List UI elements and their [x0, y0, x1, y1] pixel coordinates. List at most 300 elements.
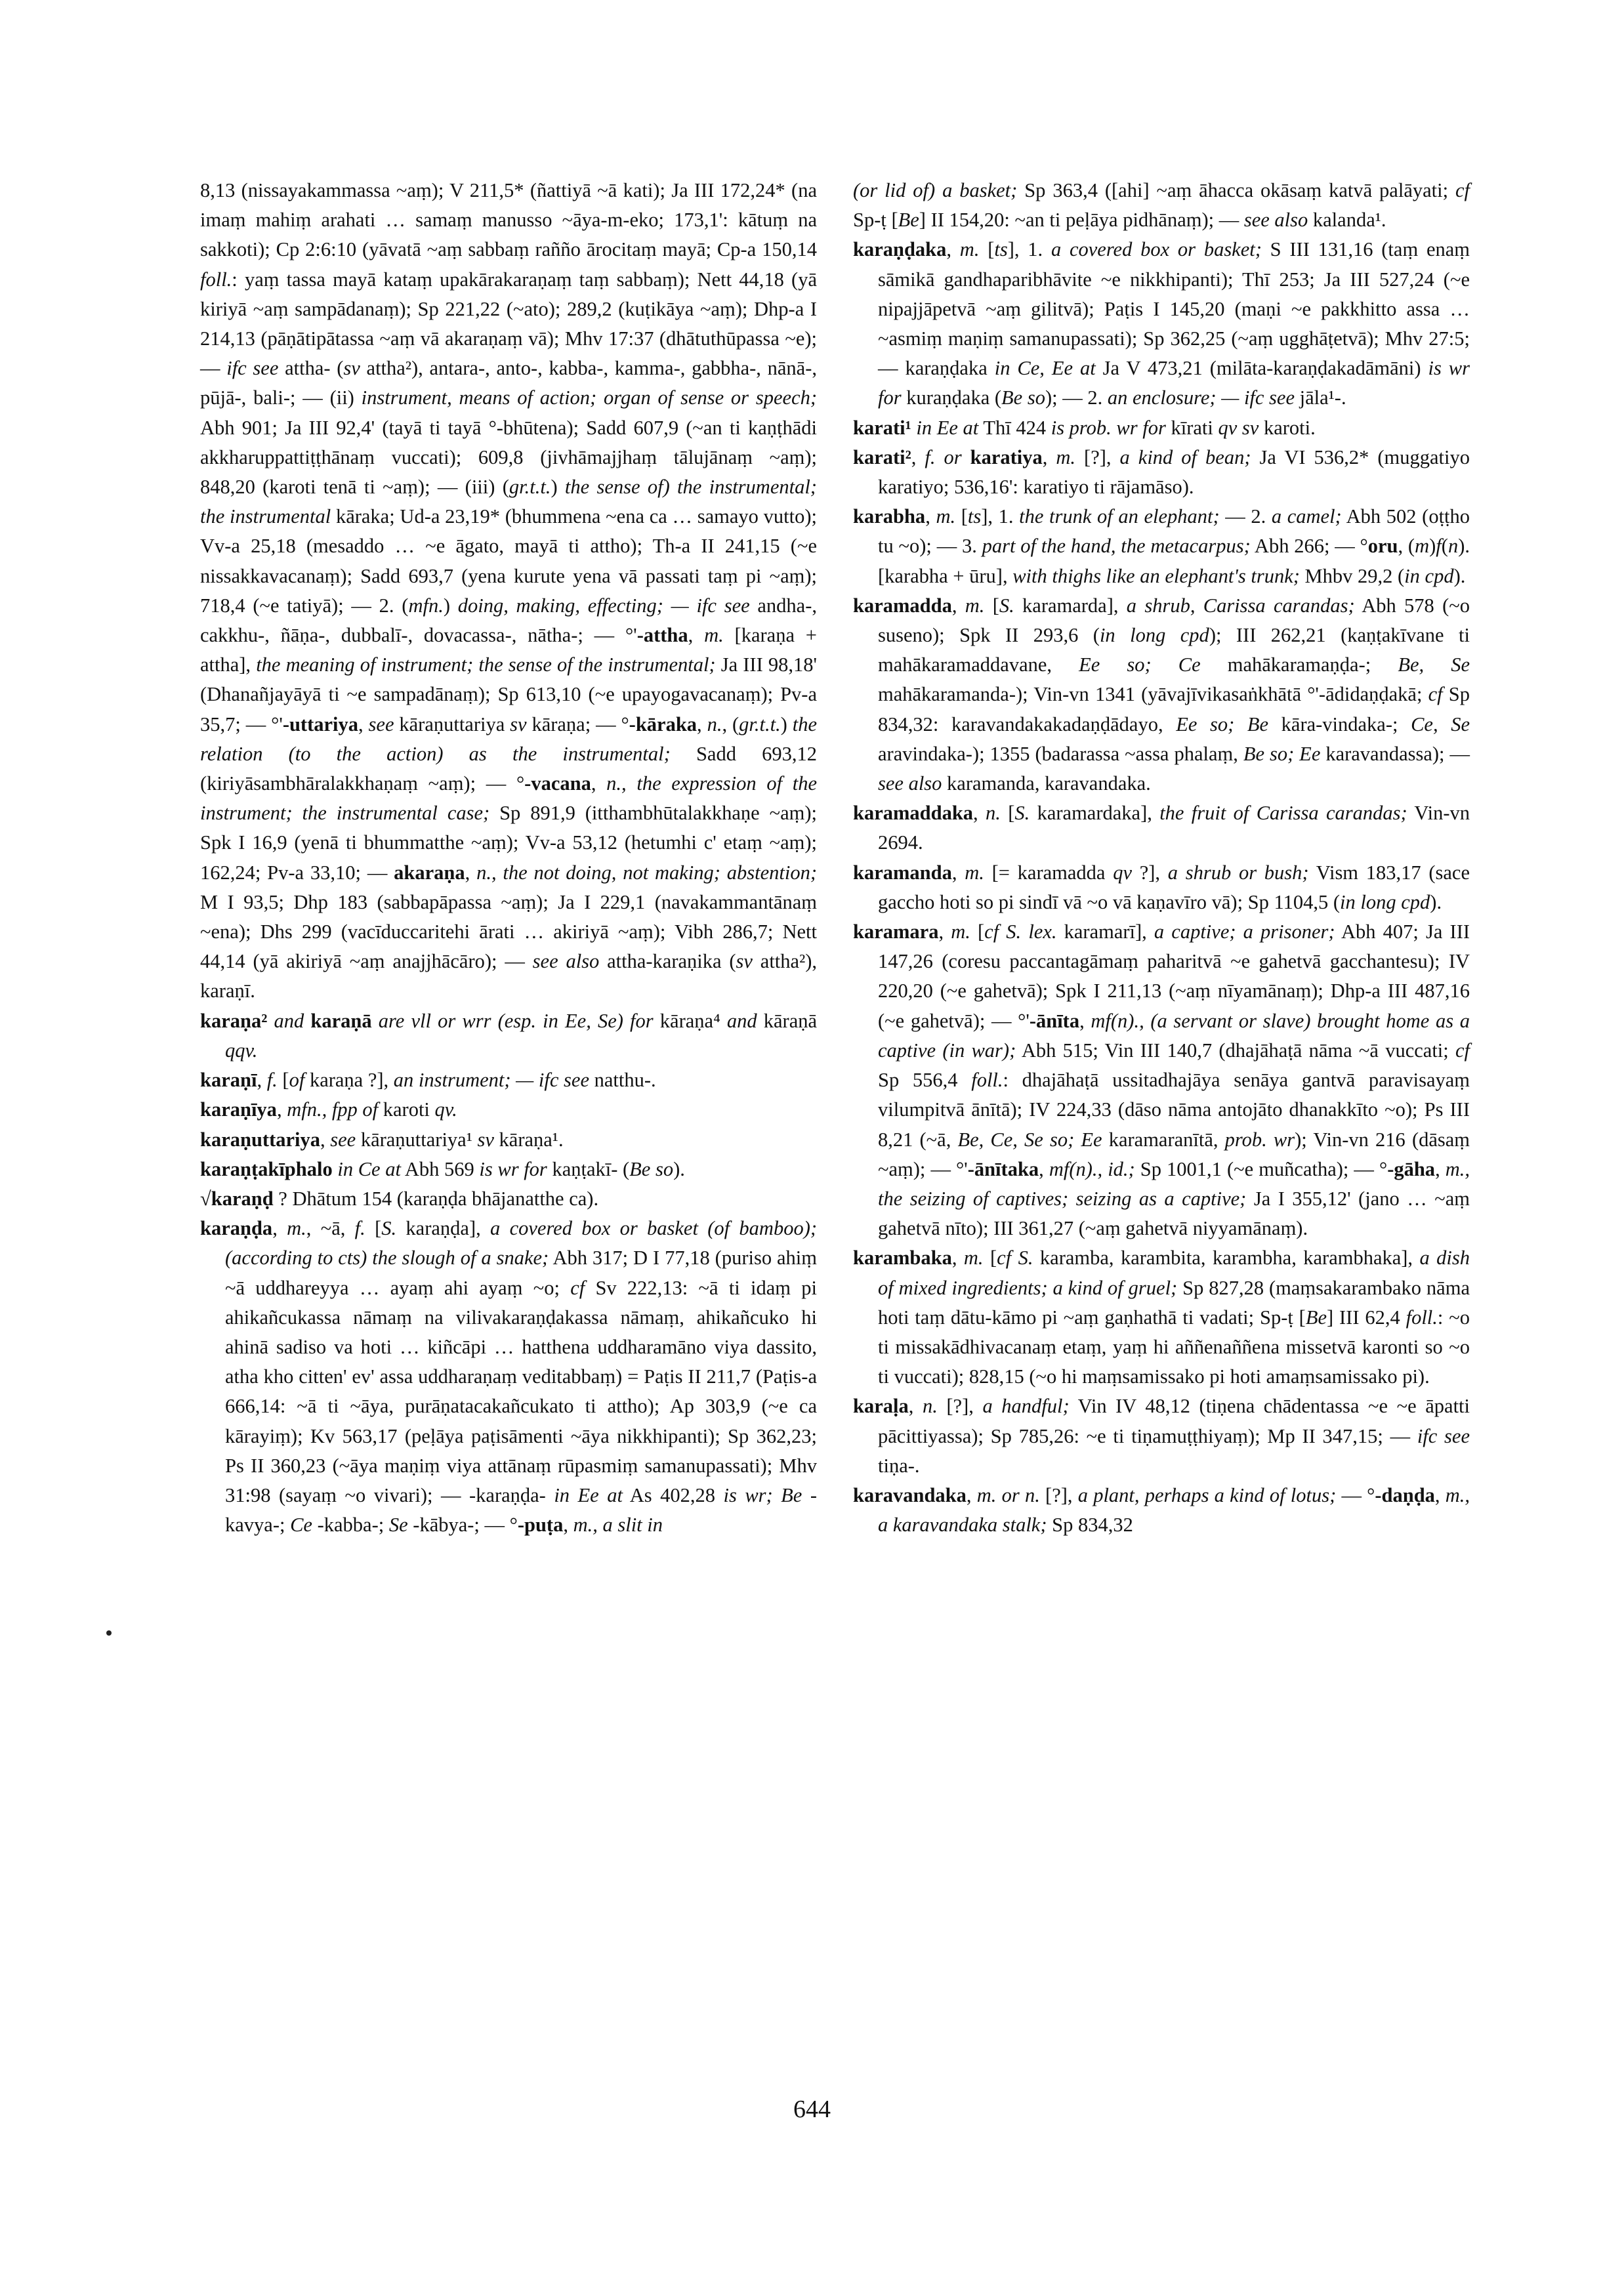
headword: karamara [853, 920, 939, 943]
italic-text: sv [736, 950, 753, 973]
text-run: , [465, 861, 477, 884]
text-run: Ja III 98,18' (Dhanañjayāyā ti ~e sampadānaṃ); Sp 613,10 (~e upayogavacanaṃ); Pv-a 35,7; — °' [200, 653, 817, 735]
text-run: ) [1429, 535, 1436, 558]
italic-text: a handful; [982, 1395, 1070, 1418]
italic-text: the relation (to the action) as the instrumental; [200, 713, 817, 765]
text-run: , [973, 802, 986, 825]
headword: -vacana [524, 772, 591, 795]
text-run: , [1079, 1009, 1091, 1032]
text-run: [ [277, 1069, 289, 1092]
italic-text: a shrub, Carissa carandas; [1126, 594, 1355, 617]
text-run: [ [365, 1217, 382, 1240]
text-run: karaṇa ?], [304, 1069, 394, 1092]
text-run: attha- ( [278, 357, 344, 380]
text-run: kīrati [1165, 416, 1218, 439]
text-run [996, 1484, 1001, 1506]
text-run: ], 1. [1007, 238, 1051, 261]
text-run: kāraka; Ud-a 23,19* (bhummena ~ena ca … samayo vutto); Vv-a 25,18 (mesaddo … ~e āgato, mayā ti attho); Th-a II 241,15 (~e nissakkavacanaṃ); Sadd 693,7 (yena kurute yena vā passati taṃ pi ~aṃ); 718,4 (~e tatiyā); — 2. ( [200, 505, 817, 617]
text-run: mahākaramaṇḍa-; [1200, 653, 1398, 676]
text-run [962, 446, 970, 468]
italic-text: Be [898, 209, 919, 232]
italic-text: m. [963, 1247, 984, 1270]
italic-text: see also [1243, 209, 1308, 232]
text-run: — 2. [1219, 505, 1272, 528]
text-run: : ~o ti missakādhivacanaṃ etaṃ, yaṃ hi aññenaññena missetvā karonti so ~o ti vuccati); 828,15 (~o hi maṃsamissako pi hoti amaṃsamissako pi). [878, 1306, 1470, 1388]
italic-text: in Ee at [916, 416, 979, 439]
headword: karaṇḍa [200, 1217, 273, 1240]
text-run: Vin IV 48,12 (tiṇena chādentassa ~e ~e āpatti pācittiyassa); Sp 785,26: ~e ti tiṇamuṭṭhiyaṃ); Mp II 347,15; — [878, 1395, 1470, 1447]
dictionary-entry [853, 413, 1470, 443]
text-run: Abh 578 (~o suseno); Spk II 293,6 ( [878, 594, 1470, 647]
text-run: [ [970, 920, 985, 943]
headword: -puṭa [517, 1514, 564, 1537]
italic-text: qqv. [225, 1039, 258, 1062]
text-run: ) [780, 713, 793, 735]
italic-text: in Ce, Ee at [994, 357, 1096, 380]
text-run: -kabba-; [312, 1514, 389, 1537]
italic-text: foll. [1405, 1306, 1438, 1329]
text-run: As 402,28 [622, 1483, 724, 1506]
text-run: Sp 1001,1 (~e muñcatha); — ° [1135, 1157, 1388, 1180]
italic-text: n. [986, 802, 1001, 825]
italic-text: mf(n)., (a servant or slave) brought home as a captive (in war); [878, 1009, 1470, 1062]
dictionary-entry [200, 1125, 817, 1155]
headword: karati² [853, 445, 911, 468]
italic-text: cf [1428, 683, 1443, 706]
text-run: ?], [1131, 861, 1168, 884]
headword: karatiya [970, 445, 1043, 468]
italic-text: see also [878, 772, 942, 795]
italic-text: see [330, 1128, 356, 1151]
right-column [853, 176, 1470, 1540]
italic-text: f [1436, 535, 1442, 558]
text-run: aravindaka-); 1355 (badarassa ~assa phalaṃ, [878, 742, 1243, 765]
italic-text: S. [999, 594, 1014, 617]
italic-text: the fruit of Carissa carandas; [1159, 802, 1407, 825]
text-run: ). [1453, 564, 1466, 587]
text-run: , [1042, 445, 1056, 468]
text-run: Sp 891,9 (itthambhūtalakkhaṇe ~aṃ); Spk I 16,9 (yenā ti bhummatthe ~aṃ); Vv-a 53,12 (hetumhi c' etaṃ ~aṃ); 162,24; Pv-a 33,10; — [200, 802, 817, 884]
italic-text: Be so; Ee [1243, 742, 1321, 765]
headword: -gāha [1387, 1157, 1436, 1180]
entry-continuation [853, 176, 1470, 235]
text-run: , [257, 1069, 267, 1092]
text-run: , [1434, 1483, 1446, 1506]
italic-text: ts [967, 505, 982, 528]
text-run: , [272, 1217, 287, 1240]
text-run: ); — 2. [1045, 386, 1108, 409]
italic-text: a camel; [1271, 505, 1342, 528]
italic-text: a captive; a prisoner; [1154, 920, 1335, 943]
text-run: Abh 901; Ja III 92,4' (tayā ti tayā °-bhūtena); Sadd 607,9 (~an ti kaṇṭhādi akkharuppattiṭṭhānaṃ vuccati); 609,8 (jivhāmajjhaṃ tālujānaṃ ~aṃ); 848,20 (karoti tenā ti ~aṃ); — (iii) ( [200, 416, 817, 499]
italic-text: foll. [971, 1069, 1003, 1092]
italic-text: m., a slit in [573, 1514, 663, 1537]
text-run: , [951, 594, 965, 617]
text-run: ); III 262,21 (kaṇṭakīvane ti mahākaramaddavane, [878, 624, 1470, 676]
italic-text: m., a karavandaka stalk; [878, 1483, 1470, 1537]
text-run: jāla¹-. [1295, 386, 1346, 409]
headword: karati¹ [853, 416, 911, 439]
text-run: attha-karaṇika ( [599, 950, 736, 973]
italic-text: m. [936, 505, 956, 528]
italic-text: in long cpd [1099, 624, 1209, 647]
italic-text: is wr for [878, 357, 1470, 409]
headword: -ānīta [1029, 1009, 1080, 1032]
italic-text: is prob. wr for [1051, 416, 1166, 439]
italic-text: in Ee at [554, 1483, 623, 1506]
italic-text: see also [532, 950, 600, 973]
text-run: Sp 834,32: karavandakakadaṇḍādayo, [878, 683, 1470, 735]
italic-text: or [1001, 1483, 1020, 1506]
headword: karambaka [853, 1247, 952, 1270]
italic-text: cf S. lex. [984, 920, 1057, 943]
dictionary-entry [853, 443, 1470, 502]
italic-text: and [274, 1009, 304, 1032]
text-run: kāraṇa¹. [493, 1128, 564, 1151]
italic-text: the meaning of instrument; the sense of the instrumental; [256, 653, 716, 676]
text-run [372, 1010, 379, 1032]
text-run: ). [673, 1157, 685, 1180]
italic-text: instrument, means of action; organ of sense or speech; [361, 386, 817, 409]
text-run [1020, 1484, 1025, 1506]
text-run: Sv 222,13: ~ā ti idaṃ pi ahikañcukassa nāmaṃ na vilivakaraṇḍakassa nāmaṃ, ahikañcuko hi ahinā sadiso va hoti … kiñcāpi … hatthena uddharamāno viya dassito, atha kho citten' ev' assa uddharaṇaṃ veditabbaṃ) = Paṭis II 211,7 (Paṭis-a 666,14: ~ā ti ~āya, purāṇatacakañcukato ti attho); Ap 303,9 (~e ca kārayiṃ); Kv 563,17 (peḷāya paṭisāmenti ~āya nikkhipanti); Sp 362,23; Ps II 360,23 (~āya maṇiṃ viya attānaṃ rūpasmiṃ samanupassati); Mhv 31:98 (sayaṃ ~o vivari); — -karaṇḍa- [225, 1276, 817, 1506]
text-run: Ja V 473,21 (milāta-karaṇḍakadāmāni) [1095, 357, 1428, 380]
text-run: Abh 502 (oṭṭho tu ~o); — 3. [878, 505, 1470, 558]
text-run: , [276, 1098, 287, 1121]
italic-text: n [1447, 535, 1459, 558]
italic-text: see [368, 713, 394, 735]
headword: karabha [853, 505, 926, 528]
text-run: [= karamadda [984, 861, 1114, 884]
italic-text: n. [707, 713, 722, 735]
italic-text: n. [1024, 1483, 1040, 1506]
italic-text: the sense of) the instrumental; the instrumental [200, 476, 817, 528]
italic-text: m., the seizing of captives; seizing as a captive; [878, 1157, 1470, 1210]
text-run: karamardaka], [1030, 802, 1160, 825]
headword: karaṇḍaka [853, 238, 947, 261]
italic-text: m. [1056, 445, 1076, 468]
text-run: , ( [1398, 535, 1415, 558]
italic-text: an instrument; — ifc see [393, 1069, 589, 1092]
text-run: , [320, 1128, 331, 1151]
headword: √karaṇḍ [200, 1187, 274, 1210]
text-run: Abh 266; — ° [1250, 535, 1368, 558]
text-run: andha-, cakkhu-, ñāṇa-, dubbalī-, dovacassa-, nātha-; — °' [200, 594, 818, 647]
italic-text: ifc see [1417, 1424, 1470, 1447]
dictionary-entry [200, 1214, 817, 1540]
text-run: karamarī], [1056, 920, 1154, 943]
dictionary-entry [853, 1481, 1470, 1540]
text-run: [ [955, 505, 968, 528]
dictionary-entry [200, 1095, 817, 1125]
text-run: karaṇḍa], [396, 1217, 491, 1240]
italic-text: sv [510, 713, 527, 735]
text-run: tiṇa-. [878, 1454, 920, 1477]
italic-text: or [944, 445, 962, 468]
headword: -uttariya [282, 713, 359, 735]
text-run: kāraṇa⁴ [653, 1009, 727, 1032]
text-run: [ [983, 1247, 997, 1270]
text-run: , [1039, 1157, 1049, 1180]
text-run: Vin-vn 2694. [878, 802, 1470, 854]
text-run: [ [979, 238, 995, 261]
text-run: ] II 154,20: ~an ti peḷāya pidhānaṃ); — [919, 209, 1244, 232]
italic-text: mf(n)., id.; [1049, 1157, 1135, 1180]
italic-text: foll. [200, 268, 232, 291]
headword: karaṇṭakīphalo [200, 1157, 333, 1180]
headword: karamanda [853, 861, 952, 884]
text-run [304, 1010, 310, 1032]
text-run: : yaṃ tassa mayā kataṃ upakārakaraṇaṃ taṃ sabbaṃ); Nett 44,18 (yā kiriyā ~aṃ sampādanaṃ); Sp 221,22 (~ato); 289,2 (kuṭikāya ~aṃ); Dhp-a I 214,13 (pāṇātipātassa ~aṃ vā akaraṇaṃ vā); Mhv 17:37 (dhātuthūpassa ~e); — [200, 268, 817, 380]
text-run: , [563, 1514, 573, 1537]
text-run: Ja VI 536,2* (muggatiyo karatiyo; 536,16': karatiyo ti rājamāso). [878, 445, 1470, 499]
text-run: kāra-vindaka-; [1268, 713, 1411, 735]
dictionary-entry [853, 502, 1470, 591]
text-run: kāraṇuttariya¹ [356, 1128, 478, 1151]
text-run: — ° [1336, 1483, 1375, 1506]
headword: karaṇīya [200, 1098, 277, 1121]
text-run: ). [1430, 890, 1442, 913]
italic-text: Be [1305, 1306, 1327, 1329]
italic-text: with thighs like an elephant's trunk; [1012, 564, 1300, 587]
entry-continuation [200, 176, 817, 1006]
text-run: , [908, 1395, 923, 1418]
italic-text: Be so [629, 1157, 674, 1180]
italic-text: m [1415, 535, 1430, 558]
headword: -attha [636, 624, 688, 647]
italic-text: Ee so; Ce [1079, 653, 1201, 676]
text-run: , [688, 624, 705, 647]
italic-text: (or lid of) a basket; [853, 179, 1018, 201]
italic-text: is wr for [479, 1157, 547, 1180]
dictionary-entry [200, 1184, 817, 1214]
italic-text: are vll or wrr (esp. in Ee, Se) for [378, 1009, 654, 1032]
text-run: karoti. [1259, 416, 1316, 439]
italic-text: a dish of mixed ingredients; a kind of gruel; [878, 1247, 1470, 1299]
text-run: Sp 834,32 [1047, 1514, 1133, 1537]
text-run: karavandassa); — [1320, 742, 1470, 765]
text-run: karoti [378, 1098, 435, 1121]
dictionary-entry [853, 798, 1470, 858]
text-run: karamarda], [1014, 594, 1127, 617]
text-run: ( [1441, 535, 1448, 558]
dictionary-entry [853, 591, 1470, 798]
dictionary-entry [853, 1243, 1470, 1392]
text-run: [ [1000, 802, 1015, 825]
headword: akaraṇa [394, 861, 465, 884]
text-run: Sp 827,28 (maṃsakarambako nāma hoti taṃ dātu-kāmo pi ~aṃ gaṇhathā ti vadati; Sp-ṭ [ [878, 1276, 1470, 1329]
italic-text: m. [704, 624, 724, 647]
text-run: [?], [937, 1395, 983, 1418]
text-run: kāraṇā [757, 1009, 818, 1032]
text-run: , [938, 920, 951, 943]
italic-text: cf [1455, 1039, 1470, 1062]
italic-text: n., the not doing, not making; abstention; [476, 861, 817, 884]
headword: karaṇā [310, 1009, 372, 1032]
text-run: attha²), antara-, anto-, kabba-, kamma-, gabbha-, nānā-, pūjā-, bali-; — (ii) [200, 357, 817, 409]
dictionary-entry [853, 235, 1470, 413]
text-run: Sp-ṭ [ [853, 209, 898, 232]
italic-text: m. [965, 861, 984, 884]
headword: karamadda [853, 594, 952, 617]
text-run: , [966, 1483, 977, 1506]
text-run: attha²), karaṇī. [200, 950, 817, 1003]
text-run: Abh 569 [400, 1157, 480, 1180]
italic-text: n., the expression of the instrument; the instrumental case; [200, 772, 818, 825]
text-run: [?], [1039, 1483, 1078, 1506]
italic-text: of [289, 1069, 305, 1092]
dictionary-entry [853, 917, 1470, 1243]
text-run: , [1435, 1157, 1446, 1180]
italic-text: m. [965, 594, 985, 617]
italic-text: cf [1455, 179, 1470, 201]
text-run: ) [551, 476, 565, 499]
italic-text: qv. [434, 1098, 457, 1121]
text-run: , [697, 713, 707, 735]
text-run: S III 131,16 (taṃ enaṃ sāmikā gandhaparibhāvite ~e nikkhipanti); Thī 253; Ja III 527,24 (~e nipajjāpetvā ~aṃ gilitvā); Paṭis I 145,20 (maṇi ~e pakkhitto assa … ~asmiṃ maṇiṃ samanupassati); Sp 362,25 (~aṃ ugghāṭetvā); Mhv 27:5; — karaṇḍaka [878, 238, 1470, 380]
text-run: Abh 407; Ja III 147,26 (coresu paccantagāmaṃ paharitvā ~e gahetvā gacchantesu); IV 220,20 (~e gahetvā); Spk I 211,13 (~aṃ nīyamānaṃ); Dhp-a III 487,16 (~e gahetvā); — °' [878, 920, 1470, 1032]
text-run [267, 1010, 274, 1032]
italic-text: S. [381, 1217, 397, 1240]
text-run: kuraṇḍaka ( [901, 386, 1002, 409]
italic-text: in cpd [1404, 564, 1454, 587]
italic-text: a covered box or basket (of bamboo); (according to cts) the slough of a snake; [225, 1217, 818, 1270]
italic-text: the trunk of an elephant; [1019, 505, 1220, 528]
italic-text: prob. wr [1224, 1128, 1295, 1151]
italic-text: m. [959, 238, 980, 261]
italic-text: n. [922, 1395, 938, 1418]
page-number: 644 [793, 2096, 831, 2123]
text-run: : dhajāhaṭā ussitadhajāya senāya gantvā paravisayaṃ vilumpitvā ānītā); IV 224,33 (dāso nāma antojāto dhanakkīto ~o); Ps III 8,21 (~ā, [878, 1069, 1470, 1151]
italic-text: f. [354, 1217, 365, 1240]
dictionary-entry [200, 1155, 817, 1184]
italic-text: ts [994, 238, 1008, 261]
headword: -ānītaka [967, 1157, 1039, 1180]
text-run: M I 93,5; Dhp 183 (sabbapāpassa ~aṃ); Ja I 229,1 (navakammantānaṃ ~ena); Dhs 299 (vacīduccaritehi ārati … akiriyā ~aṃ); Vibh 286,7; Nett 44,14 (yā akiriyā ~aṃ anajjhācāro); — [200, 890, 817, 973]
italic-text: f. [925, 445, 936, 468]
text-run: Sp 556,4 [878, 1069, 972, 1092]
text-run: karamaranītā, [1102, 1128, 1225, 1151]
italic-text: a kind of bean; [1119, 445, 1251, 468]
text-run: 8,13 (nissayakammassa ~aṃ); V 211,5* (ñattiyā ~ā kati); Ja III 172,24* (na imaṃ mahiṃ arahati … samaṃ manusso ~āya-m-eko; 173,1': kātuṃ na sakkoti); Cp 2:6:10 (yāvatā ~aṃ sabbaṃ rañño ārocitaṃ mayā; Cp-a 150,14 [200, 179, 817, 261]
text-run: Abh 515; Vin III 140,7 (dhajāhaṭā nāma ~ā vuccati; [1016, 1039, 1455, 1062]
italic-text: gr.t.t. [739, 713, 781, 735]
italic-text: Be so [1001, 386, 1045, 409]
italic-text: Se [388, 1514, 408, 1537]
text-run: mahākaramanda-); Vin-vn 1341 (yāvajīvikasaṅkhātā °'-ādidaṇḍakā; [878, 683, 1428, 706]
text-run: , [951, 1247, 964, 1270]
dictionary-entry [200, 1006, 817, 1065]
italic-text: a shrub or bush; [1167, 861, 1309, 884]
italic-text: sv [477, 1128, 494, 1151]
text-run: , ( [722, 713, 739, 735]
italic-text: ifc see [226, 357, 279, 380]
text-run: karamba, karambita, karambha, karambhaka], [1033, 1247, 1420, 1270]
italic-text: gr.t.t. [509, 476, 551, 499]
text-run: [ [984, 594, 999, 617]
text-run: [karaṇa + attha], [200, 624, 817, 676]
italic-text: qv sv [1218, 416, 1259, 439]
text-run: natthu-. [589, 1069, 656, 1092]
text-run: Sp 363,4 ([ahi] ~aṃ āhacca okāsaṃ katvā palāyati; [1017, 179, 1455, 201]
text-run: -kavya-; [225, 1483, 817, 1537]
text-run: Vism 183,17 (sace gaccho hoti so pi sindī vā ~o vā kaṇavīro vā); Sp 1104,5 ( [878, 861, 1470, 913]
margin-dot [106, 1630, 112, 1636]
italic-text: cf S. [997, 1247, 1033, 1270]
italic-text: f. [266, 1069, 278, 1092]
text-run: kāraṇa; — ° [526, 713, 629, 735]
italic-text: Ee so; Be [1176, 713, 1269, 735]
text-run: ] III 62,4 [1327, 1306, 1406, 1329]
headword: oru [1367, 535, 1398, 558]
dictionary-entry [853, 1392, 1470, 1481]
text-run: kalanda¹. [1308, 209, 1386, 232]
italic-text: S. [1014, 802, 1030, 825]
italic-text: in Ce at [337, 1157, 401, 1180]
text-run: ], 1. [981, 505, 1020, 528]
headword: karamaddaka [853, 802, 974, 825]
headword: -kāraka [629, 713, 697, 735]
left-column [200, 176, 817, 1540]
italic-text: Ce, Se [1411, 713, 1470, 735]
italic-text: cf [570, 1276, 585, 1299]
text-run: ); Vin-vn 216 (dāsaṃ ~aṃ); — °' [878, 1128, 1470, 1180]
text-run: Mhbv 29,2 ( [1299, 564, 1405, 587]
italic-text: a plant, perhaps a kind of lotus; [1077, 1483, 1337, 1506]
text-run: , [925, 505, 936, 528]
text-run: -kābya-; — ° [407, 1514, 518, 1537]
text-run: karamanda, karavandaka. [942, 772, 1151, 795]
italic-text: mfn., fpp of [287, 1098, 379, 1121]
text-run: , [591, 772, 607, 795]
text-run: Abh 317; D I 77,18 (puriso ahiṃ ~ā uddhareyya … ayaṃ ahi ayaṃ ~o; [225, 1247, 817, 1299]
italic-text: sv [343, 357, 360, 380]
text-run: ). [karabha + ūru], [878, 535, 1470, 587]
italic-text: mfn. [408, 594, 444, 617]
italic-text: an enclosure; — ifc see [1107, 386, 1295, 409]
text-run: , ~ā, [306, 1217, 355, 1240]
headword: karaṇī [200, 1069, 257, 1092]
text-run: ) [443, 594, 458, 617]
text-run: Thī 424 [978, 416, 1051, 439]
text-run: , [946, 238, 960, 261]
headword: karavandaka [853, 1483, 967, 1506]
dictionary-entry [853, 858, 1470, 917]
text-run: [?], [1075, 445, 1120, 468]
italic-text: doing, making, effecting; — ifc see [457, 594, 750, 617]
italic-text: a covered box or basket; [1051, 238, 1262, 261]
italic-text: Be, Ce, Se so; Ee [957, 1128, 1102, 1151]
text-run: ? Dhātum 154 (karaṇḍa bhājanatthe ca). [273, 1187, 599, 1210]
italic-text: part of the hand, the metacarpus; [982, 535, 1251, 558]
text-run [936, 446, 944, 468]
text-run: kāraṇuttariya [394, 713, 510, 735]
headword: -daṇḍa [1375, 1483, 1435, 1506]
text-run: , [358, 713, 369, 735]
text-run: Ja I 355,12' (jano … ~aṃ gahetvā nīto); III 361,27 (~aṃ gahetvā niyyamānaṃ). [878, 1187, 1470, 1240]
text-run: Sadd 693,12 (kiriyāsambhāralakkhaṇaṃ ~aṃ); — ° [200, 742, 818, 795]
headword: karaṇa² [200, 1009, 268, 1032]
italic-text: qv [1113, 861, 1132, 884]
italic-text: m. [976, 1483, 997, 1506]
dictionary-entry [200, 1065, 817, 1095]
italic-text: Be, Se [1398, 653, 1470, 676]
italic-text: and [726, 1009, 757, 1032]
headword: karaḷa [853, 1395, 909, 1418]
italic-text: in long cpd [1340, 890, 1430, 913]
headword: karaṇuttariya [200, 1128, 320, 1151]
italic-text: m. [287, 1217, 306, 1240]
